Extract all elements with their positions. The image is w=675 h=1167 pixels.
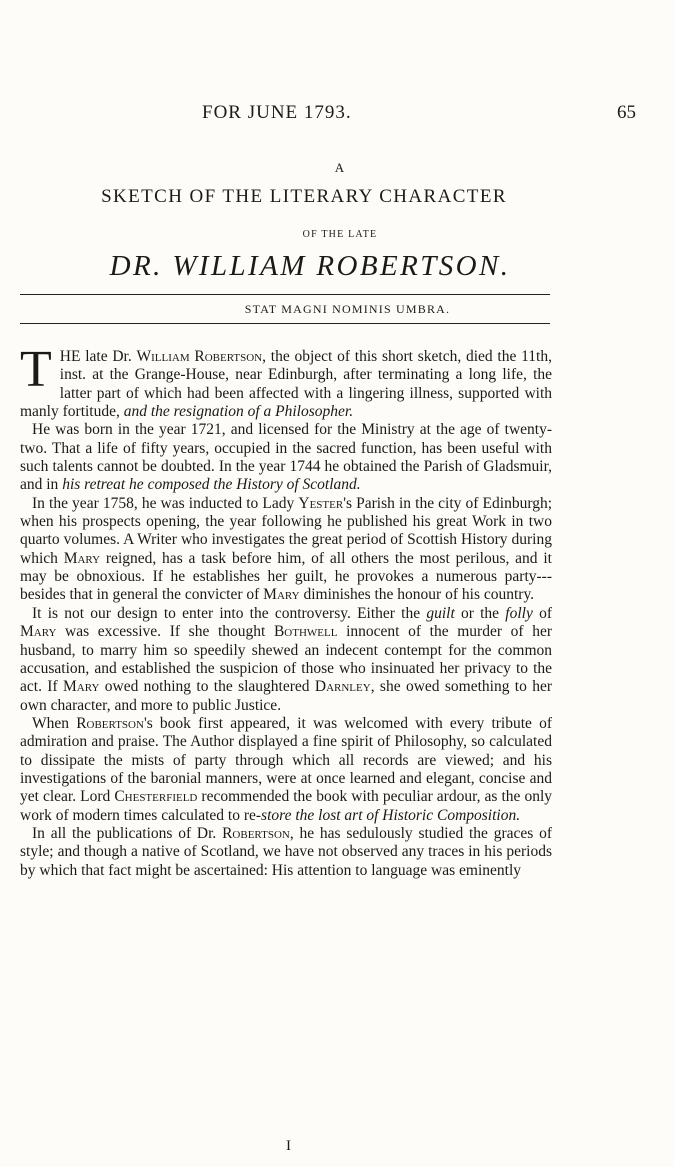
paragraph-6: In all the publications of Dr. Robertson, he has sedulously studied the graces of style; and though a native of Scotland, we have not observed any traces in his periods by which that fact might be ascertained: His attention to language was eminently	[20, 824, 552, 879]
title-line-name: DR. WILLIAM ROBERTSON.	[109, 250, 511, 282]
page-number: 65	[617, 102, 636, 123]
paragraph-5: When Robertson's book first appeared, it was welcomed with every tribute of admiration and praise. The Author displayed a fine spirit of Philosophy, so calculated to dissipate the mists of party through which all records are viewed; and his investigations of the baronial manners, were at once learned and elegant, concise and yet clear. Lord Chesterfield recommended the book with peculiar ardour, as the only work of modern times calculated to re-store the lost art of Historic Composition.	[20, 714, 553, 824]
paragraph-1: THE late Dr. William Robertson, the object of this short sketch, died the 11th, inst. at the Grange-House, near Edinburgh, after terminating a long life, the latter part of which had been affected with a lingering illness, supported with manly fortitude, and the resignation of a Philosopher.	[20, 341, 552, 421]
rule-bottom	[20, 323, 550, 324]
paragraph-2: He was born in the year 1721, and licensed for the Ministry at the age of twenty-two. That a life of fifty years, occupied in the sacred function, has been useful with such talents cannot be doubted. In the year 1744 he obtained the Parish of Gladsmuir, and in his retreat he composed the History of Scotland.	[20, 421, 552, 494]
paragraph-3: In the year 1758, he was inducted to Lady Yester's Parish in the city of Edinburgh; when his prospects opening, the year following he published his great Work in two quarto volumes. A Writer who investigates the great period of Scottish History during which Mary reigned, has a task before him, of all others the most perilous, and it may be obnoxious. If he establishes her guilt, he provokes a numerous party---besides that in general the convicter of Mary diminishes the honour of his country.	[20, 494, 553, 604]
page-header	[0, 102, 675, 126]
title-article: A	[334, 160, 346, 175]
article-body	[20, 341, 553, 880]
drop-cap: T	[20, 341, 52, 398]
signature-mark: I	[286, 1138, 291, 1154]
title-line-sketch: SKETCH OF THE LITERARY CHARACTER	[101, 186, 507, 207]
rule-top	[20, 294, 550, 295]
epigraph: STAT MAGNI NOMINIS UMBRA.	[244, 302, 451, 316]
paragraph-4: It is not our design to enter into the controversy. Either the guilt or the folly of Mary was excessive. If she thought Bothwell innocent of the murder of her husband, to marry him so speedily shewed an indecent contempt for the common accusation, and established the suspicion of those who insinuated her privacy to the act. If Mary owed nothing to the slaughtered Darnley, she owed something to her own character, and more to public Justice.	[20, 604, 553, 714]
title-line-of-the-late: OF THE LATE	[302, 229, 378, 240]
running-head: FOR JUNE 1793.	[202, 102, 352, 123]
